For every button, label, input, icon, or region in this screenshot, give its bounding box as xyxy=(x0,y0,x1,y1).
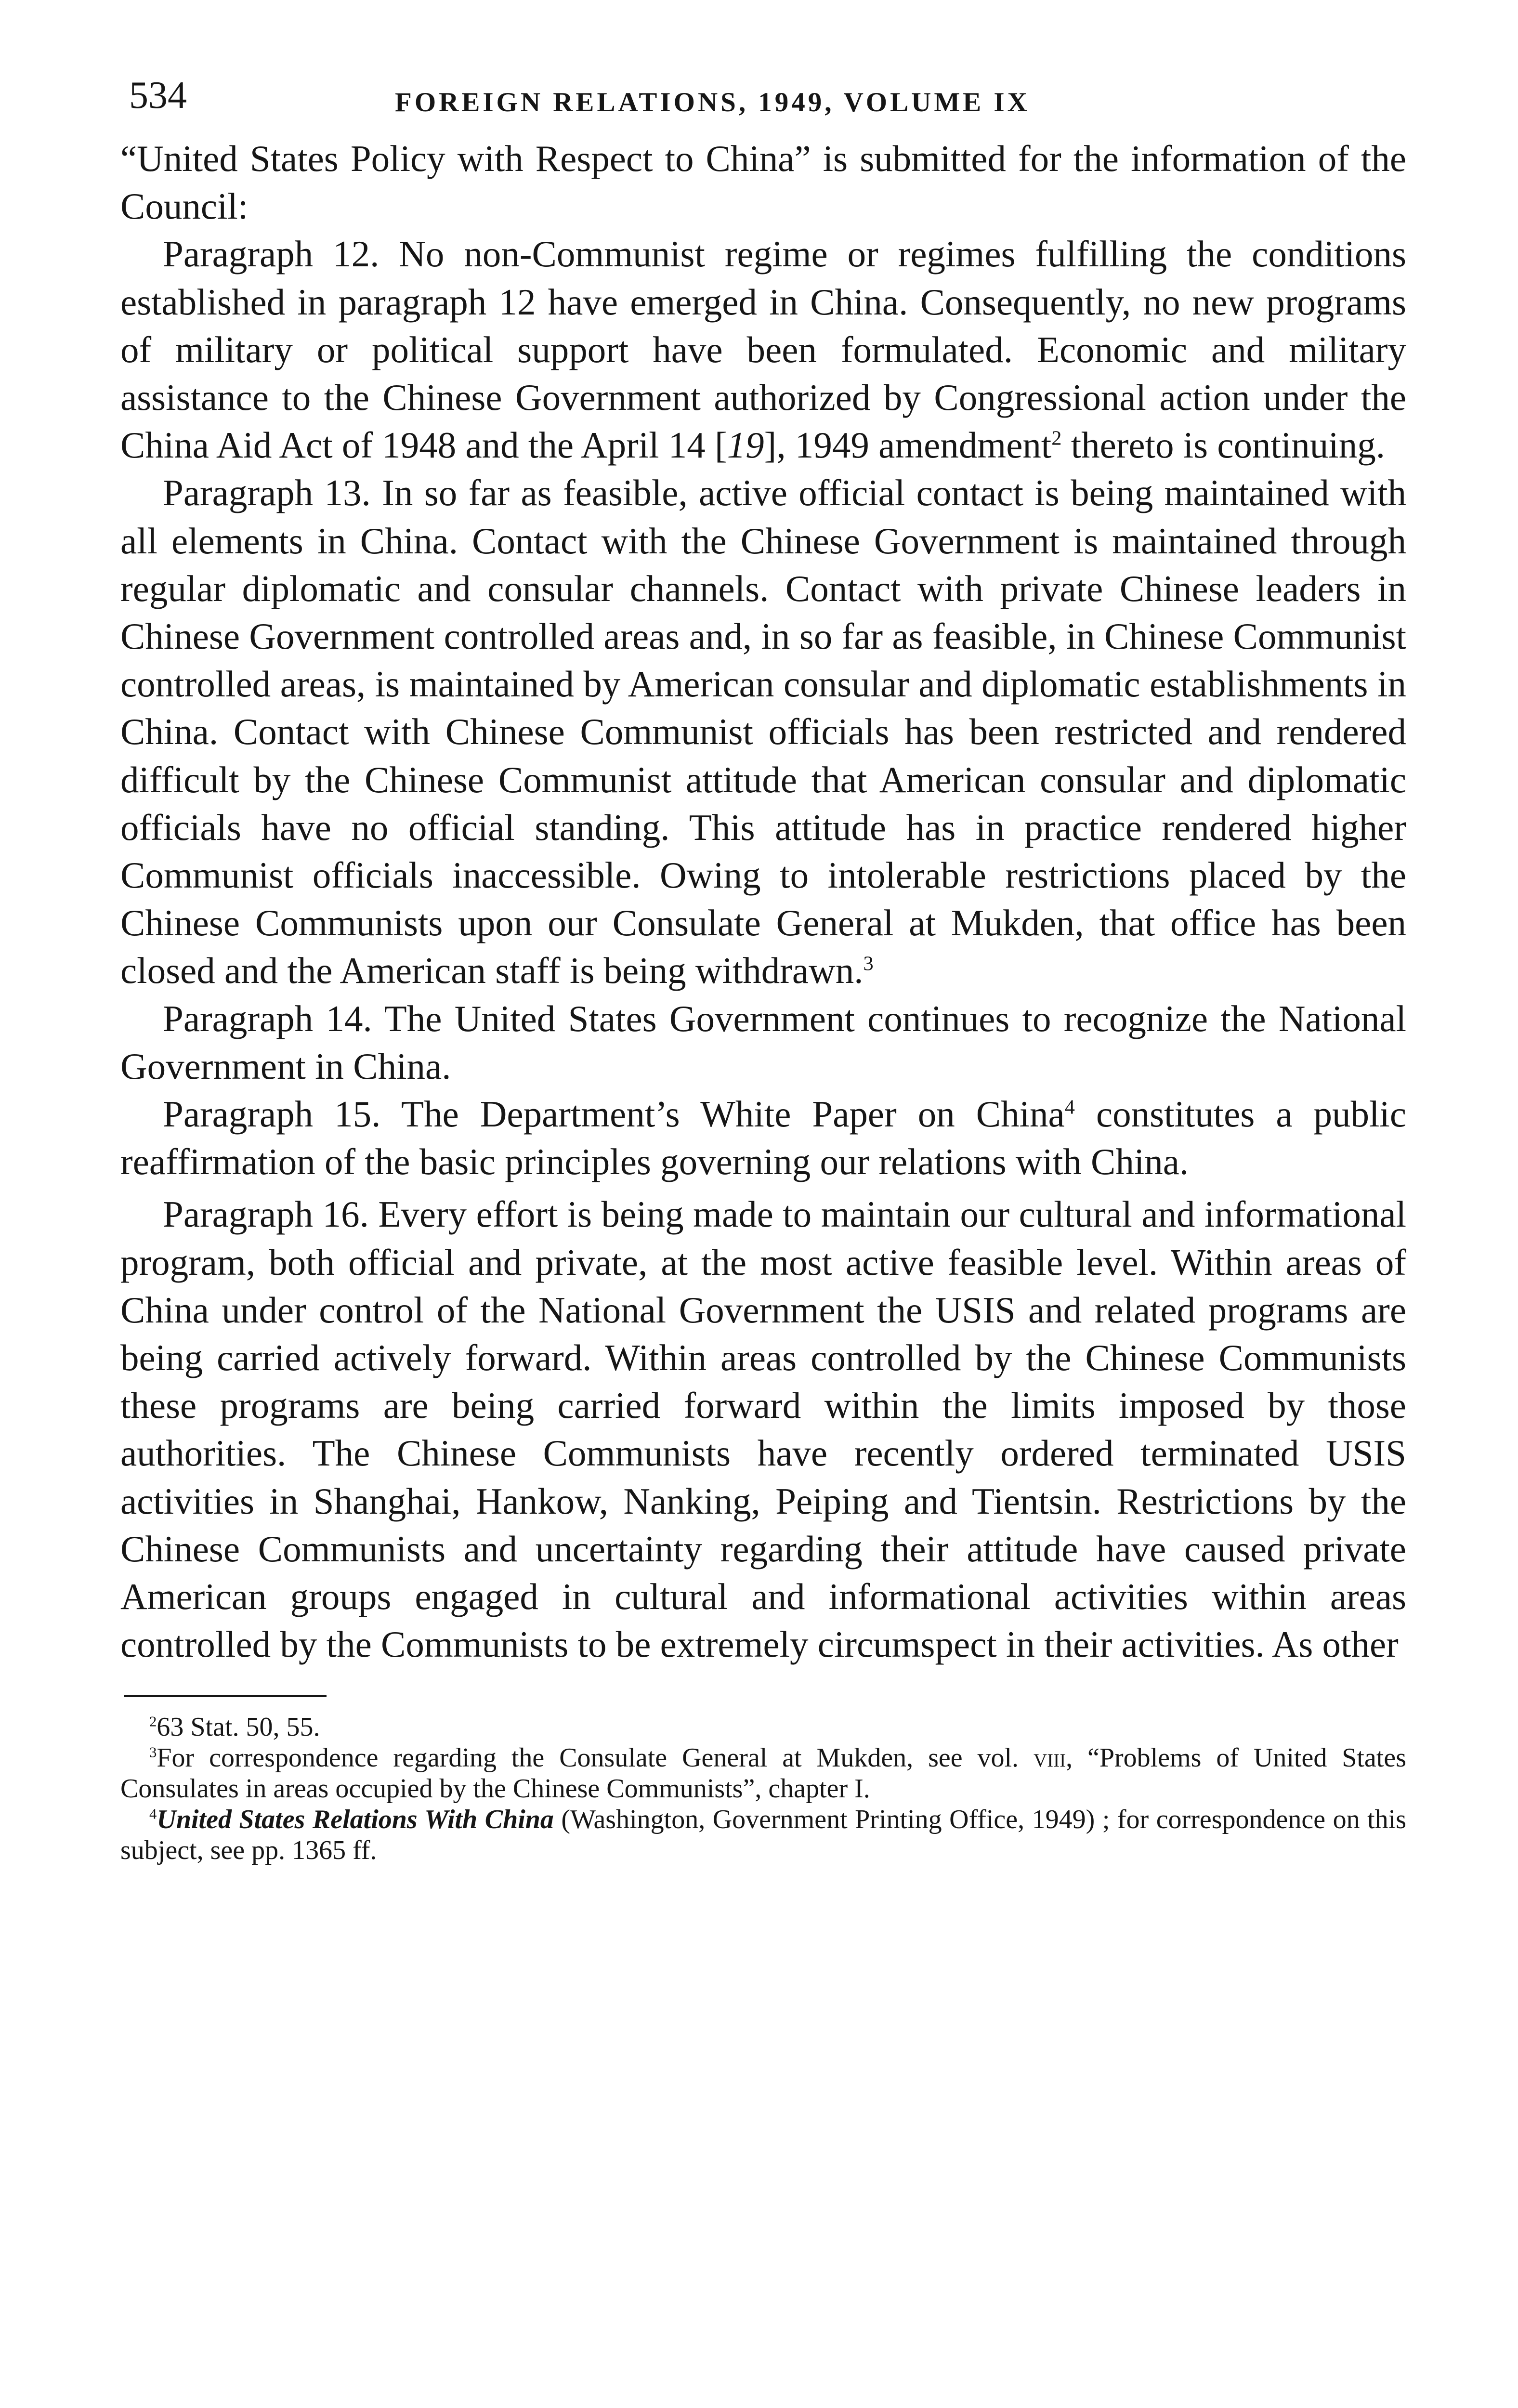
publication-title: United States Relations With China xyxy=(157,1804,554,1834)
footnote-marker: 3 xyxy=(149,1743,157,1760)
paragraph-14: Paragraph 14. The United States Government continues to recognize the National Government in China. xyxy=(120,997,1406,1087)
footnote-ref-2[interactable]: 2 xyxy=(1051,427,1062,450)
paragraph-16: Paragraph 16. Every effort is being made to maintain our cultural and informational program, both official and private, at the most active feasible level. Within areas of China under control of the National Government the USIS and related programs are being carried actively forward. Within areas controlled by the Chinese Communists these programs are being carried forward within the limits imposed by those authorities. The Chinese Communists have recently ordered terminated USIS activities in Shanghai, Hankow, Nanking, Peiping and Tientsin. Restrictions by the Chinese Communists and uncertainty regarding their attitude have caused private American groups engaged in cultural and informational activities within areas controlled by the Communists to be extremely circumspect in their activities. As other xyxy=(120,1193,1406,1665)
footnote-ref-4[interactable]: 4 xyxy=(1064,1096,1075,1119)
paragraph-13: Paragraph 13. In so far as feasible, active official contact is being maintained with all elements in China. Contact with the Chinese Government is maintained through regular diplomatic and consular channels. Contact with private Chinese leaders in Chinese Government controlled areas and, in so far as feasible, in Chinese Communist controlled areas, is maintained by American consular and diplomatic establishments in China. Contact with Chinese Communist officials has been restricted and rendered difficult by the Chinese Communist attitude that American consular and diplomatic officials have no official standing. This attitude has in practice rendered higher Communist officials inaccessible. Owing to intolerable restrictions placed by the Chinese Communists upon our Consulate General at Mukden, that office has been closed and the American staff is being withdrawn.$^3$ xyxy=(120,472,1406,992)
running-header xyxy=(120,72,1406,130)
document-page xyxy=(120,72,1406,1866)
footnote-4: $^4$United States Relations With China (Washington, Government Printing Office, 1949) ; for correspondence on this subject, see pp. 1365 ff. xyxy=(120,1804,1407,1865)
intro-paragraph: “United States Policy with Respect to China” is submitted for the information of the Council: xyxy=(120,138,1406,227)
footnotes xyxy=(120,1712,1406,1866)
page-number: 534 xyxy=(129,74,187,117)
paragraph-12: Paragraph 12. No non-Communist regime or regimes fulfilling the conditions established in paragraph 12 have emerged in China. Consequently, no new programs of military or political support have been formulated. Economic and military assistance to the Chinese Government authorized by Congressional action under the China Aid Act of 1948 and the April 14 [19], 1949 amendment$^2$ thereto is continuing. xyxy=(120,233,1406,466)
paragraph-15: Paragraph 15. The Department’s White Paper on China$^4$ constitutes a public reaffirmation of the basic principles governing our relations with China. xyxy=(120,1093,1406,1183)
date-correction: 19 xyxy=(727,424,764,466)
body-text xyxy=(120,135,1406,1669)
footnote-marker: 4 xyxy=(149,1805,157,1822)
footnote-2: $^2$63 Stat. 50, 55. xyxy=(149,1712,320,1742)
footnote-3: $^3$For correspondence regarding the Consulate General at Mukden, see vol. viii, “Problems of United States Consulates in areas occupied by the Chinese Communists”, chapter I. xyxy=(120,1742,1406,1804)
footnote-divider xyxy=(124,1695,327,1697)
footnote-marker: 2 xyxy=(149,1713,157,1729)
running-title: FOREIGN RELATIONS, 1949, VOLUME IX xyxy=(395,87,1030,118)
volume-number: viii xyxy=(1033,1742,1066,1773)
footnote-ref-3[interactable]: 3 xyxy=(863,952,874,975)
